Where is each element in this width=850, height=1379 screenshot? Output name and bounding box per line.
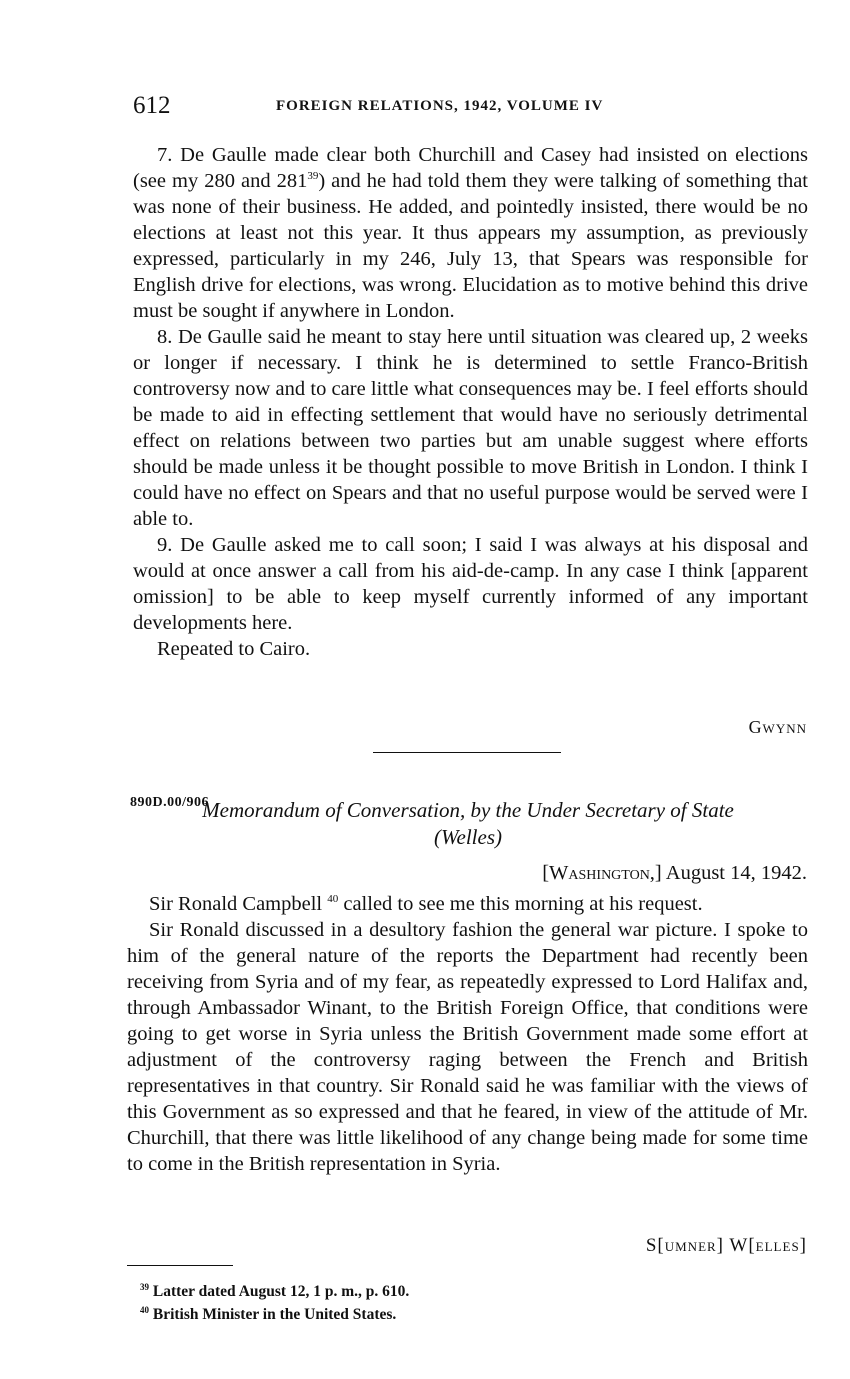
footnotes [140, 1278, 409, 1324]
signature-gwynn: Gwynn [748, 717, 807, 737]
footnote-text: Latter dated August 12, 1 p. m., p. 610. [152, 1283, 410, 1301]
paragraph-8: 8. De Gaulle said he meant to stay here until situation was cleared up, 2 weeks or longer if necessary. I think he is determined to settle Franco-British controversy now and to care little what consequences may be. I feel efforts should be made to aid in effecting settlement that would have no seriously detrimental effect on relations between two parties but am unable suggest where efforts should be made unless it be thought possible to move British in London. I think I could have no effect on Spears and that no useful purpose would be served were I able to. [133, 326, 808, 530]
telegram-body [133, 142, 808, 662]
dateline-date: August 14, 1942. [665, 862, 807, 884]
signature-welles: S[umner] W[elles] [645, 1235, 807, 1256]
memo-title-line-2: (Welles) [433, 825, 503, 849]
file-number: 890D.00/906 [130, 795, 209, 810]
page-header [133, 92, 808, 122]
footnote-39 [140, 1278, 409, 1301]
paragraph-7-text-a: 7. De Gaulle made clear both Churchill and Casey had insisted on elections (see my 280 and 281 [133, 144, 808, 192]
dateline [542, 862, 807, 885]
section-divider [373, 752, 561, 753]
memo-body [127, 891, 808, 1177]
paragraph-7-text-b: ) and he had told them they were talking of something that was none of their business. He added, and pointedly insisted, there would be no elections at least not this year. It thus appears my assumption, as previously expressed, particularly in my 246, July 13, that Spears was responsible for English drive for elections, was wrong. Elucidation as to motive behind this drive must be sought if anywhere in London. [133, 170, 809, 322]
footnote-mark: 39 [140, 1282, 149, 1292]
footnote-ref-40: 40 [327, 893, 339, 906]
repeated-note: Repeated to Cairo. [157, 638, 311, 660]
footnote-rule [127, 1265, 233, 1266]
page-number: 612 [133, 92, 171, 119]
memo-paragraph-1 [127, 891, 808, 917]
footnote-ref-39: 39 [307, 170, 319, 183]
memo-paragraph-2: Sir Ronald discussed in a desultory fashion the general war picture. I spoke to him of the general nature of the reports the Department had recently been receiving from Syria and of my fear, as repeatedly expressed to Lord Halifax and, through Ambassador Winant, to the British Foreign Office, that conditions were going to get worse in Syria unless the British Government made some effort at adjustment of the controversy raging between the French and British representatives in that country. Sir Ronald said he was familiar with the views of this Government as so expressed and that he feared, in view of the attitude of Mr. Churchill, that there was little likelihood of any change being made for some time to come in the British representation in Syria. [127, 919, 808, 1175]
memo-title-line-1: Memorandum of Conversation, by the Under Secretary of State [202, 798, 734, 822]
footnote-text: British Minister in the United States. [152, 1306, 397, 1324]
dateline-place: [Washington,] [542, 862, 662, 884]
running-head: FOREIGN RELATIONS, 1942, VOLUME IV [276, 98, 604, 114]
footnote-40 [140, 1301, 409, 1324]
memo-paragraph-1-text-b: called to see me this morning at his request. [338, 893, 703, 915]
paragraph-7 [133, 142, 808, 324]
footnote-mark: 40 [140, 1305, 149, 1316]
paragraph-9: 9. De Gaulle asked me to call soon; I said I was always at his disposal and would at once answer a call from his aid-de-camp. In any case I think [apparent omission] to be able to keep myself currently informed of any important developments here. [133, 534, 808, 634]
memo-title [128, 797, 808, 851]
memo-paragraph-1-text-a: Sir Ronald Campbell [149, 893, 323, 915]
